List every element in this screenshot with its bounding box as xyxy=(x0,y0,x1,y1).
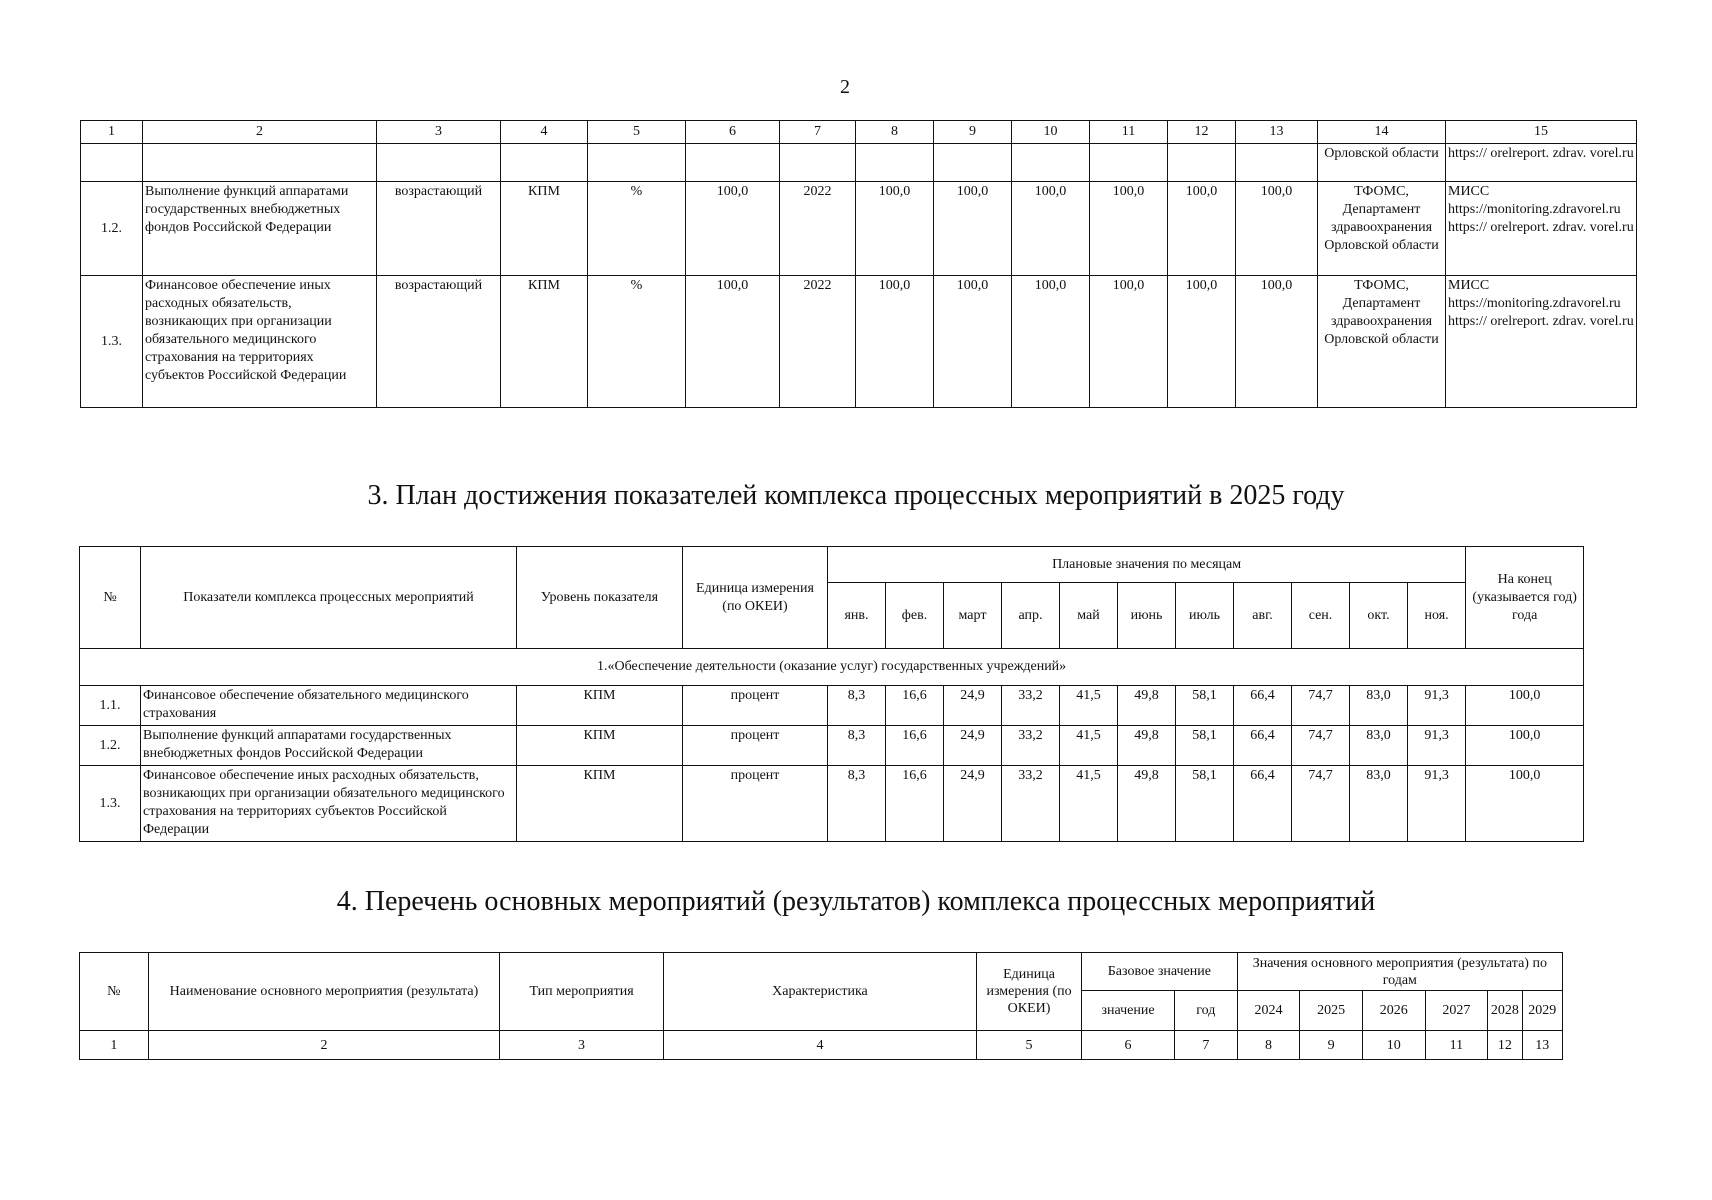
unit-cell: % xyxy=(588,182,686,276)
end-value: 100,0 xyxy=(1466,726,1584,766)
col-number: 15 xyxy=(1446,121,1637,144)
activities-table xyxy=(79,952,1563,1060)
month-value: 58,1 xyxy=(1176,766,1234,842)
row-number: 1.3. xyxy=(81,276,143,408)
table-row xyxy=(80,766,1584,842)
year-header: 2024 xyxy=(1237,991,1300,1031)
month-value: 33,2 xyxy=(1002,766,1060,842)
value-cell: 100,0 xyxy=(1090,182,1168,276)
month-value: 41,5 xyxy=(1060,686,1118,726)
page-number: 2 xyxy=(840,76,850,98)
value-cell: 100,0 xyxy=(934,276,1012,408)
column-number-row xyxy=(81,121,1637,144)
header-unit: Единица измерения (по ОКЕИ) xyxy=(683,547,828,649)
unit-cell: % xyxy=(588,276,686,408)
year-header: 2028 xyxy=(1488,991,1522,1031)
indicator-name: Выполнение функций аппаратами государственных внебюджетных фондов Российской Федерации xyxy=(143,182,377,276)
month-value: 16,6 xyxy=(886,766,944,842)
col-number: 8 xyxy=(856,121,934,144)
end-value: 100,0 xyxy=(1466,766,1584,842)
value-cell: 100,0 xyxy=(856,182,934,276)
info-system-cell xyxy=(1446,182,1637,276)
month-value: 66,4 xyxy=(1234,766,1292,842)
col-number: 6 xyxy=(1082,1031,1175,1060)
level-cell: КПМ xyxy=(517,726,683,766)
info-system-link: https:// orelreport. zdrav. vorel.ru xyxy=(1448,220,1634,235)
header-unit: Единица измерения (по ОКЕИ) xyxy=(977,953,1082,1031)
table-row xyxy=(81,182,1637,276)
col-number: 9 xyxy=(934,121,1012,144)
info-system-cell: https:// orelreport. zdrav. vorel.ru xyxy=(1446,144,1637,182)
indicator-name: Выполнение функций аппаратами государственных внебюджетных фондов Российской Федерации xyxy=(141,726,517,766)
col-number: 7 xyxy=(780,121,856,144)
month-value: 83,0 xyxy=(1350,766,1408,842)
group-header: 1.«Обеспечение деятельности (оказание услуг) государственных учреждений» xyxy=(80,649,1584,686)
col-number: 10 xyxy=(1362,1031,1425,1060)
month-value: 24,9 xyxy=(944,766,1002,842)
direction-cell: возрастающий xyxy=(377,182,501,276)
month-header: март xyxy=(944,583,1002,649)
row-number: 1.3. xyxy=(80,766,141,842)
month-value: 24,9 xyxy=(944,686,1002,726)
header-num: № xyxy=(80,953,149,1031)
level-cell: КПМ xyxy=(517,686,683,726)
month-value: 91,3 xyxy=(1408,686,1466,726)
month-value: 8,3 xyxy=(828,766,886,842)
month-value: 74,7 xyxy=(1292,766,1350,842)
month-value: 24,9 xyxy=(944,726,1002,766)
column-number-row xyxy=(80,1031,1563,1060)
col-number: 10 xyxy=(1012,121,1090,144)
info-system-link: https://monitoring.zdravorel.ru xyxy=(1448,202,1621,217)
month-header: май xyxy=(1060,583,1118,649)
month-value: 41,5 xyxy=(1060,726,1118,766)
level-cell: КПМ xyxy=(501,276,588,408)
header-num: № xyxy=(80,547,141,649)
month-value: 91,3 xyxy=(1408,766,1466,842)
col-number: 13 xyxy=(1522,1031,1563,1060)
plan-table xyxy=(79,546,1584,842)
col-number: 11 xyxy=(1090,121,1168,144)
month-value: 83,0 xyxy=(1350,686,1408,726)
base-value-cell: 100,0 xyxy=(686,276,780,408)
col-number: 1 xyxy=(81,121,143,144)
month-value: 16,6 xyxy=(886,686,944,726)
month-value: 66,4 xyxy=(1234,686,1292,726)
base-year-cell: 2022 xyxy=(780,276,856,408)
col-number: 5 xyxy=(588,121,686,144)
header-characteristic: Характеристика xyxy=(663,953,976,1031)
direction-cell: возрастающий xyxy=(377,276,501,408)
info-system-link: https:// orelreport. zdrav. vorel.ru xyxy=(1448,314,1634,329)
indicator-name: Финансовое обеспечение иных расходных обязательств, возникающих при организации обязательного медицинского страхования на территориях субъектов Российской Федерации xyxy=(143,276,377,408)
month-value: 83,0 xyxy=(1350,726,1408,766)
value-cell: 100,0 xyxy=(1168,182,1236,276)
col-number: 12 xyxy=(1488,1031,1522,1060)
col-number: 2 xyxy=(143,121,377,144)
table-row xyxy=(80,726,1584,766)
col-number: 11 xyxy=(1425,1031,1488,1060)
month-value: 33,2 xyxy=(1002,726,1060,766)
col-number: 3 xyxy=(377,121,501,144)
section-3-title: 3. План достижения показателей комплекса процессных мероприятий в 2025 году xyxy=(367,480,1345,511)
col-number: 2 xyxy=(148,1031,500,1060)
table-row xyxy=(81,276,1637,408)
header-name: Наименование основного мероприятия (результата) xyxy=(148,953,500,1031)
col-number: 13 xyxy=(1236,121,1318,144)
header-type: Тип мероприятия xyxy=(500,953,664,1031)
section-4-title: 4. Перечень основных мероприятий (результатов) комплекса процессных мероприятий xyxy=(336,886,1376,917)
info-system-link: https://monitoring.zdravorel.ru xyxy=(1448,296,1621,311)
month-header: фев. xyxy=(886,583,944,649)
year-header: 2027 xyxy=(1425,991,1488,1031)
value-cell: 100,0 xyxy=(1090,276,1168,408)
row-number: 1.1. xyxy=(80,686,141,726)
year-header: 2025 xyxy=(1300,991,1363,1031)
header-indicators: Показатели комплекса процессных мероприятий xyxy=(141,547,517,649)
info-system-cell xyxy=(1446,276,1637,408)
responsible-cell: ТФОМС, Департамент здравоохранения Орловской области xyxy=(1318,182,1446,276)
value-cell: 100,0 xyxy=(934,182,1012,276)
row-number: 1.2. xyxy=(81,182,143,276)
unit-cell: процент xyxy=(683,686,828,726)
responsible-cell: Орловской области xyxy=(1318,144,1446,182)
header-values-by-year: Значения основного мероприятия (результата) по годам xyxy=(1237,953,1562,991)
value-cell: 100,0 xyxy=(1012,182,1090,276)
month-header: ноя. xyxy=(1408,583,1466,649)
end-value: 100,0 xyxy=(1466,686,1584,726)
col-number: 3 xyxy=(500,1031,664,1060)
col-number: 5 xyxy=(977,1031,1082,1060)
month-value: 16,6 xyxy=(886,726,944,766)
header-base-value: значение xyxy=(1082,991,1175,1031)
month-value: 58,1 xyxy=(1176,686,1234,726)
month-header: янв. xyxy=(828,583,886,649)
value-cell: 100,0 xyxy=(1236,182,1318,276)
level-cell: КПМ xyxy=(501,182,588,276)
col-number: 1 xyxy=(80,1031,149,1060)
value-cell: 100,0 xyxy=(856,276,934,408)
month-value: 74,7 xyxy=(1292,686,1350,726)
month-value: 74,7 xyxy=(1292,726,1350,766)
value-cell: 100,0 xyxy=(1168,276,1236,408)
month-value: 8,3 xyxy=(828,726,886,766)
month-value: 41,5 xyxy=(1060,766,1118,842)
col-number: 6 xyxy=(686,121,780,144)
indicator-name: Финансовое обеспечение обязательного медицинского страхования xyxy=(141,686,517,726)
value-cell: 100,0 xyxy=(1236,276,1318,408)
month-value: 49,8 xyxy=(1118,726,1176,766)
month-header: июнь xyxy=(1118,583,1176,649)
col-number: 14 xyxy=(1318,121,1446,144)
col-number: 7 xyxy=(1175,1031,1238,1060)
year-header: 2029 xyxy=(1522,991,1563,1031)
month-value: 33,2 xyxy=(1002,686,1060,726)
month-header: июль xyxy=(1176,583,1234,649)
header-monthly: Плановые значения по месяцам xyxy=(828,547,1466,583)
month-value: 49,8 xyxy=(1118,686,1176,726)
base-value-cell: 100,0 xyxy=(686,182,780,276)
header-base: Базовое значение xyxy=(1082,953,1238,991)
table-row xyxy=(80,686,1584,726)
header-base-year: год xyxy=(1175,991,1238,1031)
month-value: 8,3 xyxy=(828,686,886,726)
col-number: 4 xyxy=(501,121,588,144)
base-year-cell: 2022 xyxy=(780,182,856,276)
table-row-continued xyxy=(81,144,1637,182)
col-number: 12 xyxy=(1168,121,1236,144)
header-level: Уровень показателя xyxy=(517,547,683,649)
row-number: 1.2. xyxy=(80,726,141,766)
month-header: апр. xyxy=(1002,583,1060,649)
info-system-line: МИСС xyxy=(1448,184,1490,199)
unit-cell: процент xyxy=(683,766,828,842)
col-number: 9 xyxy=(1300,1031,1363,1060)
month-header: окт. xyxy=(1350,583,1408,649)
year-header: 2026 xyxy=(1362,991,1425,1031)
col-number: 8 xyxy=(1237,1031,1300,1060)
responsible-cell: ТФОМС, Департамент здравоохранения Орловской области xyxy=(1318,276,1446,408)
info-system-line: МИСС xyxy=(1448,278,1490,293)
indicators-table-continuation xyxy=(80,120,1637,408)
month-value: 49,8 xyxy=(1118,766,1176,842)
month-value: 58,1 xyxy=(1176,726,1234,766)
month-value: 91,3 xyxy=(1408,726,1466,766)
col-number: 4 xyxy=(663,1031,976,1060)
value-cell: 100,0 xyxy=(1012,276,1090,408)
unit-cell: процент xyxy=(683,726,828,766)
month-header: авг. xyxy=(1234,583,1292,649)
month-value: 66,4 xyxy=(1234,726,1292,766)
month-header: сен. xyxy=(1292,583,1350,649)
level-cell: КПМ xyxy=(517,766,683,842)
header-end: На конец (указывается год) года xyxy=(1466,547,1584,649)
indicator-name: Финансовое обеспечение иных расходных обязательств, возникающих при организации обязательного медицинского страхования на территориях субъектов Российской Федерации xyxy=(141,766,517,842)
